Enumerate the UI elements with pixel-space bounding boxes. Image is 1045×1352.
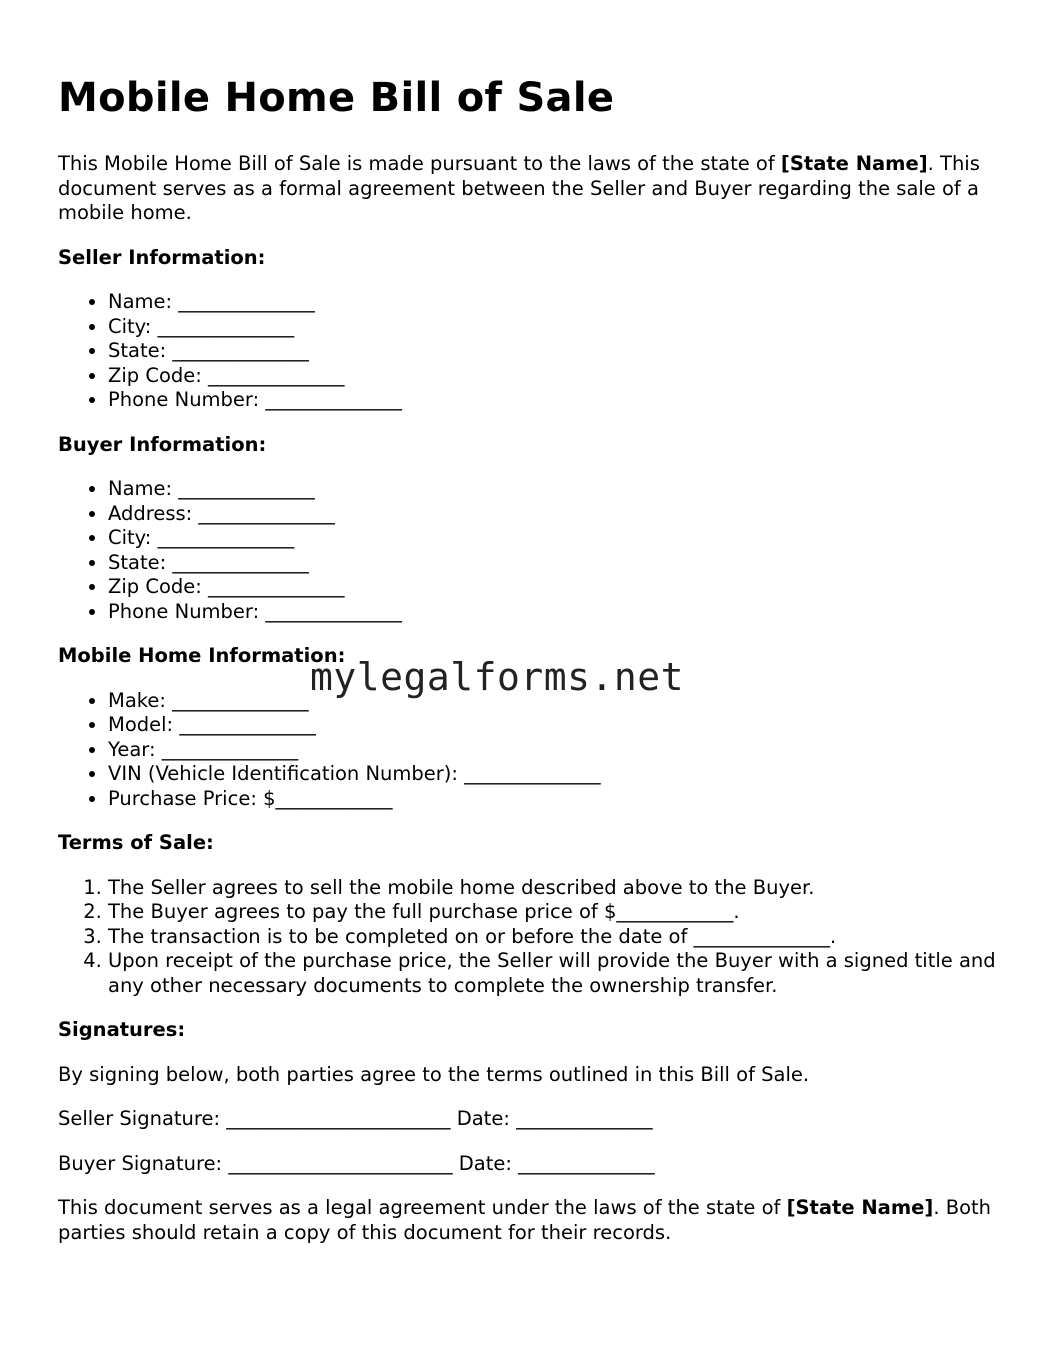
seller-signature-line: Seller Signature: _______________________ Date: ______________ xyxy=(58,1107,653,1130)
intro-text-start: This Mobile Home Bill of Sale is made pursuant to the laws of the state of xyxy=(58,152,781,175)
list-item: • Model: ______________ xyxy=(108,713,998,738)
list-item: • City: ______________ xyxy=(108,526,998,551)
buyer-heading: Buyer Information: xyxy=(58,432,267,456)
list-item: • Purchase Price: $____________ xyxy=(108,787,998,812)
mobile-home-heading: Mobile Home Information: xyxy=(58,644,346,667)
mobile-home-list xyxy=(58,689,998,812)
intro-paragraph xyxy=(58,152,998,226)
list-item: • State: ______________ xyxy=(108,551,998,576)
list-item: 3. The transaction is to be completed on or before the date of ______________. xyxy=(108,925,998,950)
buyer-list xyxy=(58,477,998,624)
list-item: • Zip Code: ______________ xyxy=(108,575,998,600)
closing-paragraph xyxy=(58,1196,998,1245)
signatures-heading: Signatures: xyxy=(58,1018,186,1041)
document-title: Mobile Home Bill of Sale xyxy=(58,75,615,121)
seller-heading: Seller Information: xyxy=(58,245,266,269)
list-item: • Address: ______________ xyxy=(108,502,998,527)
closing-state-name: [State Name] xyxy=(786,1196,934,1219)
intro-state-name: [State Name] xyxy=(780,152,928,175)
signatures-statement: By signing below, both parties agree to the terms outlined in this Bill of Sale. xyxy=(58,1062,810,1086)
intro-text-end: . This document serves as a formal agreement between the Seller and Buyer regarding the sale of a mobile home. xyxy=(58,152,980,224)
terms-heading: Terms of Sale: xyxy=(58,831,214,854)
seller-list xyxy=(58,290,998,413)
list-item: • Phone Number: ______________ xyxy=(108,600,998,625)
list-item: • City: ______________ xyxy=(108,315,998,340)
list-item: • Year: ______________ xyxy=(108,738,998,763)
list-item: • Name: ______________ xyxy=(108,290,998,315)
list-item: 4. Upon receipt of the purchase price, the Seller will provide the Buyer with a signed title and any other necessary documents to complete the ownership transfer. xyxy=(108,949,998,998)
list-item: • Zip Code: ______________ xyxy=(108,364,998,389)
list-item: 1. The Seller agrees to sell the mobile home described above to the Buyer. xyxy=(108,876,998,901)
list-item: • VIN (Vehicle Identification Number): ______________ xyxy=(108,762,998,787)
list-item: • State: ______________ xyxy=(108,339,998,364)
list-item: • Make: ______________ xyxy=(108,689,998,714)
buyer-signature-line: Buyer Signature: _______________________ Date: ______________ xyxy=(58,1151,655,1175)
terms-list xyxy=(58,876,998,999)
list-item: • Name: ______________ xyxy=(108,477,998,502)
watermark-text: mylegalforms.net xyxy=(310,655,685,699)
closing-text-start: This document serves as a legal agreement under the laws of the state of xyxy=(58,1196,787,1219)
closing-text-end: . Both parties should retain a copy of this document for their records. xyxy=(58,1196,992,1244)
list-item: 2. The Buyer agrees to pay the full purchase price of $____________. xyxy=(108,900,998,925)
list-item: • Phone Number: ______________ xyxy=(108,388,998,413)
